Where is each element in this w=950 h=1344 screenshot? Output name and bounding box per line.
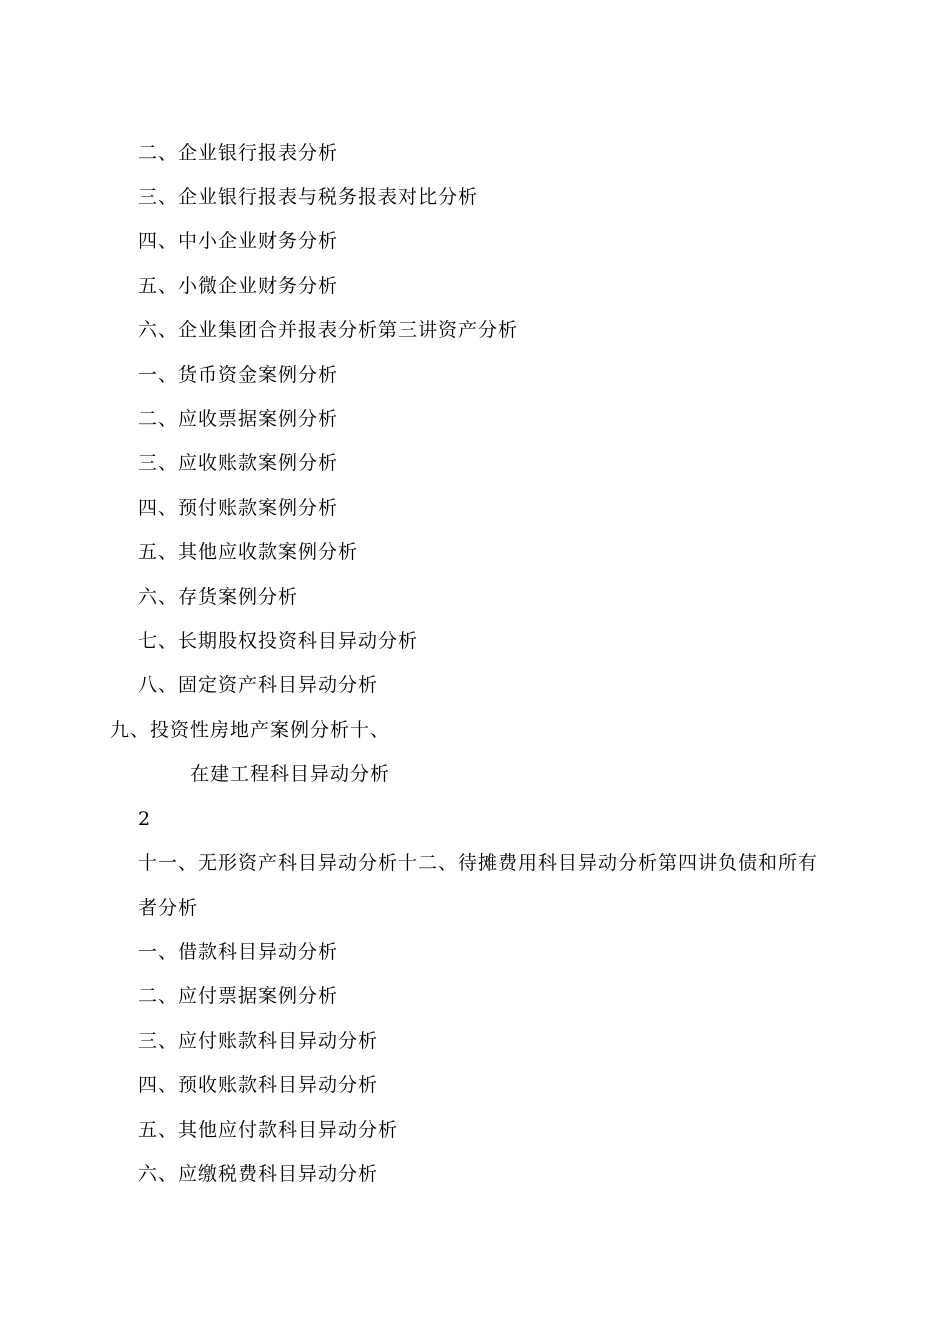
page-number: 2 — [138, 808, 152, 830]
toc-line: 五、小微企业财务分析 — [138, 275, 339, 297]
toc-line: 七、长期股权投资科目异动分析 — [138, 630, 419, 652]
toc-line: 八、固定资产科目异动分析 — [138, 674, 379, 696]
toc-line: 五、其他应收款案例分析 — [138, 541, 359, 563]
toc-line: 二、企业银行报表分析 — [138, 142, 339, 164]
toc-line: 二、应付票据案例分析 — [138, 985, 339, 1007]
toc-line: 在建工程科目异动分析 — [190, 763, 391, 785]
toc-line: 六、企业集团合并报表分析第三讲资产分析 — [138, 319, 519, 341]
toc-line: 九、投资性房地产案例分析十、 — [110, 719, 391, 741]
toc-line: 四、中小企业财务分析 — [138, 230, 339, 252]
toc-line: 二、应收票据案例分析 — [138, 408, 339, 430]
toc-line: 者分析 — [138, 897, 199, 919]
toc-line: 三、企业银行报表与税务报表对比分析 — [138, 186, 479, 208]
toc-line: 三、应付账款科目异动分析 — [138, 1030, 379, 1052]
toc-line: 五、其他应付款科目异动分析 — [138, 1119, 399, 1141]
toc-line: 三、应收账款案例分析 — [138, 452, 339, 474]
toc-line: 六、应缴税费科目异动分析 — [138, 1163, 379, 1185]
toc-line: 十一、无形资产科目异动分析十二、待摊费用科目异动分析第四讲负债和所有 — [138, 852, 819, 874]
toc-line: 一、货币资金案例分析 — [138, 364, 339, 386]
toc-line: 四、预付账款案例分析 — [138, 497, 339, 519]
toc-line: 六、存货案例分析 — [138, 586, 299, 608]
toc-line: 四、预收账款科目异动分析 — [138, 1074, 379, 1096]
toc-line: 一、借款科目异动分析 — [138, 941, 339, 963]
